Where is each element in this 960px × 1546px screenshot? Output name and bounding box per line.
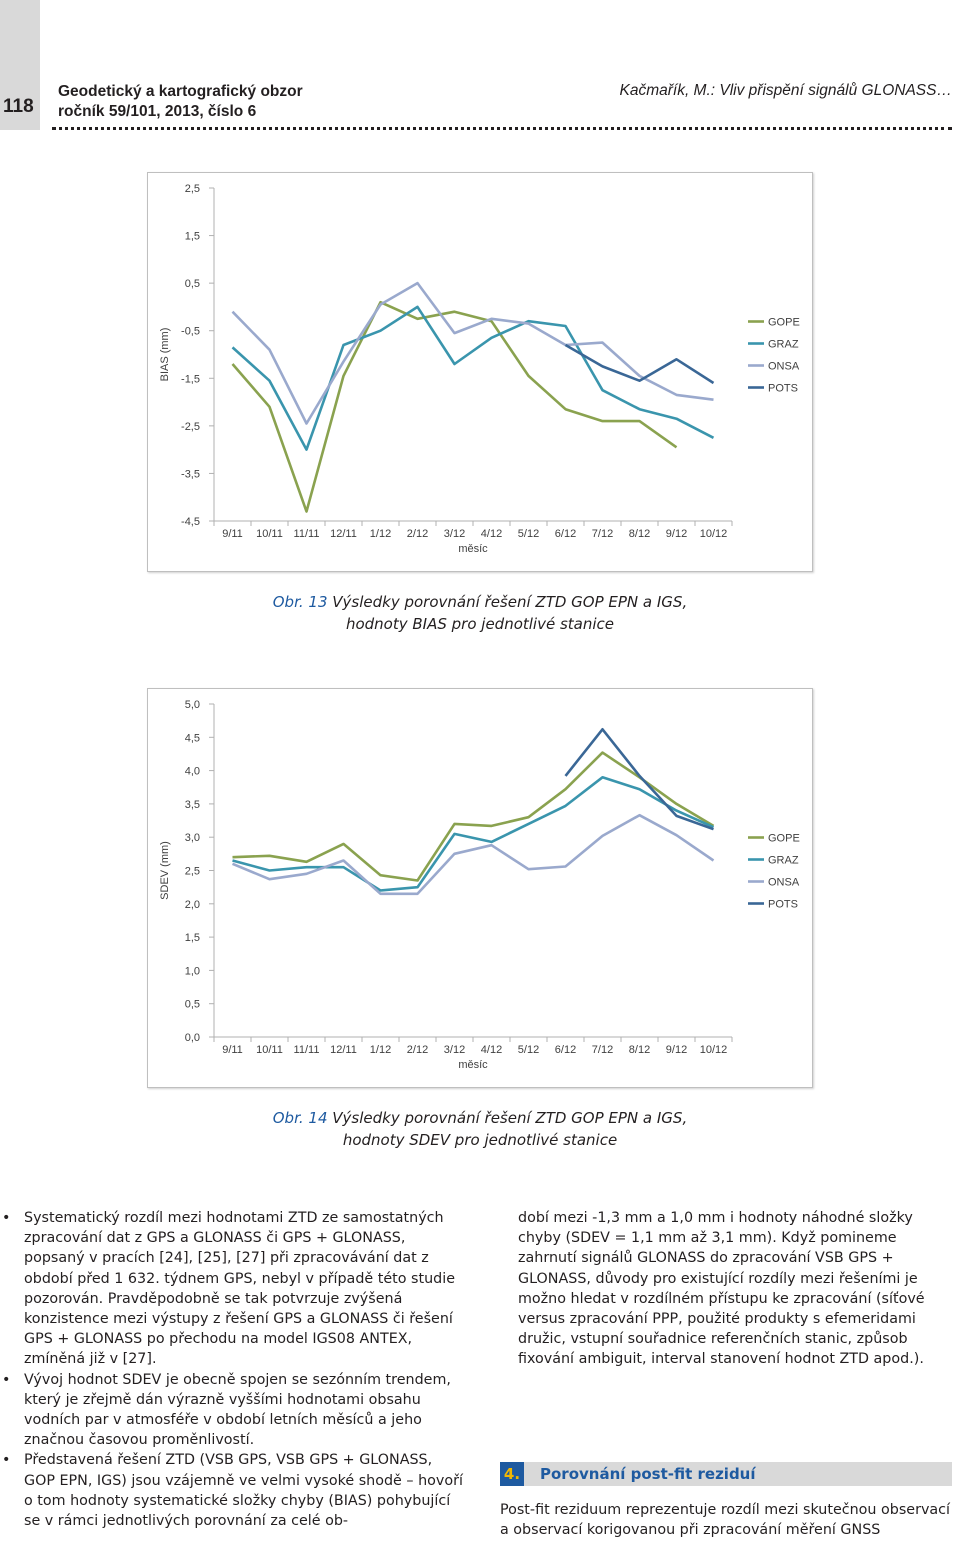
header-divider	[52, 127, 952, 130]
journal-header	[58, 82, 303, 122]
y-tick-label: 2,5	[184, 865, 200, 878]
y-tick-label: 0,5	[184, 998, 200, 1011]
x-tick-label: 11/11	[293, 528, 320, 540]
x-tick-label: 7/12	[591, 528, 614, 540]
y-axis-label: BIAS (mm)	[159, 327, 171, 382]
x-tick-label: 8/12	[628, 528, 651, 540]
figure-13-title: Výsledky porovnání řešení ZTD GOP EPN a IGS,	[327, 593, 688, 611]
figure-14-number: Obr. 14	[272, 1109, 328, 1127]
y-tick-label: 1,0	[184, 965, 200, 978]
y-tick-label: 3,5	[184, 798, 200, 811]
x-tick-label: 10/11	[256, 1044, 283, 1056]
y-tick-label: -4,5	[181, 516, 200, 528]
section-number: 4.	[500, 1462, 524, 1486]
x-tick-label: 10/12	[699, 528, 728, 540]
y-tick-label: 2,0	[184, 898, 200, 911]
bullet-list	[0, 1208, 464, 1531]
legend-label: GOPE	[768, 316, 800, 329]
legend-label: POTS	[768, 382, 798, 395]
x-tick-label: 2/12	[406, 1044, 429, 1056]
x-tick-label: 6/12	[554, 1044, 577, 1056]
y-tick-label: 4,0	[184, 765, 200, 778]
series-line-onsa	[233, 283, 714, 423]
x-tick-label: 9/12	[665, 528, 688, 540]
x-tick-label: 2/12	[406, 528, 429, 540]
x-tick-label: 8/12	[628, 1044, 651, 1056]
legend-label: GOPE	[768, 832, 800, 845]
y-tick-label: 2,5	[184, 183, 200, 195]
y-tick-label: -1,5	[181, 373, 200, 386]
figure-13-subtitle: hodnoty BIAS pro jednotlivé stanice	[345, 615, 615, 633]
y-tick-label: 0,0	[184, 1032, 200, 1044]
x-axis-label: měsíc	[458, 1059, 488, 1071]
bullet-item: • Představená řešení ZTD (VSB GPS, VSB GPS + GLONASS, GOP EPN, IGS) jsou vzájemně ve velmi vysoké shodě – hovoří o tom hodnoty systematické složky chyby (BIAS) pohybující se v rámci jednotlivých porovnání za celé ob-	[24, 1450, 464, 1531]
sdev-chart	[147, 688, 813, 1088]
legend-label: ONSA	[768, 876, 800, 889]
page-number: 118	[3, 96, 34, 117]
left-column	[0, 1208, 464, 1531]
article-reference: Kačmařík, M.: Vliv přispění signálů GLONASS…	[619, 82, 952, 99]
x-tick-label: 4/12	[480, 1044, 503, 1056]
journal-issue: ročník 59/101, 2013, číslo 6	[58, 103, 257, 120]
series-line-onsa	[233, 815, 714, 894]
legend-label: POTS	[768, 898, 798, 911]
section-paragraph-container	[500, 1500, 956, 1540]
legend-label: GRAZ	[768, 854, 799, 867]
x-tick-label: 10/11	[256, 528, 283, 540]
x-tick-label: 5/12	[517, 528, 540, 540]
x-tick-label: 9/12	[665, 1044, 688, 1056]
x-tick-label: 4/12	[480, 528, 503, 540]
x-tick-label: 1/12	[369, 1044, 392, 1056]
x-tick-label: 3/12	[443, 1044, 466, 1056]
x-tick-label: 1/12	[369, 528, 392, 540]
section-paragraph: Post-fit reziduum reprezentuje rozdíl mezi skutečnou observací a observací korigovanou při zpracování měření GNSS	[500, 1502, 951, 1539]
right-column	[518, 1208, 956, 1370]
sdev-chart-svg	[148, 689, 812, 1087]
bullet-item: • Vývoj hodnot SDEV je obecně spojen se sezónním trendem, který je zřejmě dán výrazně vyššími hodnotami obsahu vodních par v atmosféře v období letních měsíců a jeho značnou časovou proměnlivostí.	[24, 1370, 464, 1451]
x-tick-label: 12/11	[330, 1044, 357, 1056]
x-tick-label: 6/12	[554, 528, 577, 540]
bias-chart-svg	[148, 173, 812, 571]
y-tick-label: 3,0	[184, 832, 200, 845]
x-tick-label: 12/11	[330, 528, 357, 540]
y-tick-label: 4,5	[184, 732, 200, 745]
figure-14-caption	[0, 1107, 960, 1151]
y-tick-label: 5,0	[184, 699, 200, 711]
journal-title: Geodetický a kartografický obzor	[58, 83, 303, 100]
x-tick-label: 11/11	[293, 1044, 320, 1056]
section-title: Porovnání post-fit reziduí	[540, 1465, 756, 1483]
y-tick-label: 1,5	[184, 230, 200, 243]
bullet-item: • Systematický rozdíl mezi hodnotami ZTD ze samostatných zpracování dat z GPS a GLONASS či GPS + GLONASS, popsaný v pracích [24], [25], [27] při zpracovávání dat z období před 1 632. týdnem GPS, nebyl v případě této studie pozorován. Pravděpodobně se tak potvrzuje zvýšená konzistence mezi výstupy z řešení GPS a GLONASS či řešení GPS + GLONASS po přechodu na model IGS08 ANTEX, zmíněná již v [27].	[24, 1208, 464, 1370]
y-tick-label: -2,5	[181, 420, 200, 433]
figure-13-number: Obr. 13	[272, 593, 328, 611]
figure-14-title: Výsledky porovnání řešení ZTD GOP EPN a IGS,	[327, 1109, 688, 1127]
y-tick-label: -3,5	[181, 468, 200, 481]
x-tick-label: 7/12	[591, 1044, 614, 1056]
legend-label: GRAZ	[768, 338, 799, 351]
legend-label: ONSA	[768, 360, 800, 373]
x-tick-label: 9/11	[222, 1044, 243, 1056]
x-axis-label: měsíc	[458, 543, 488, 555]
y-tick-label: -0,5	[181, 325, 200, 338]
figure-14-subtitle: hodnoty SDEV pro jednotlivé stanice	[342, 1131, 618, 1149]
y-axis-label: SDEV (mm)	[159, 841, 171, 900]
x-tick-label: 9/11	[222, 528, 243, 540]
bias-chart	[147, 172, 813, 572]
y-tick-label: 1,5	[184, 932, 200, 945]
y-tick-label: 0,5	[184, 278, 200, 291]
x-tick-label: 3/12	[443, 528, 466, 540]
figure-13-caption	[0, 591, 960, 635]
right-paragraph: dobí mezi -1,3 mm a 1,0 mm i hodnoty náhodné složky chyby (SDEV = 1,1 mm až 3,1 mm). Když pomineme zahrnutí signálů GLONASS do zpracování VSB GPS + GLONASS, důvody pro existující rozdíly mezi řešeními je možno hledat v rozdílném přístupu ke zpracování (síťové versus zpracování PPP, použité produkty s efemeridami družic, vstupní souřadnice referenčních stanic, způsob fixování ambiguit, interval stanovení hodnot ZTD apod.).	[518, 1210, 925, 1368]
x-tick-label: 5/12	[517, 1044, 540, 1056]
x-tick-label: 10/12	[699, 1044, 728, 1056]
